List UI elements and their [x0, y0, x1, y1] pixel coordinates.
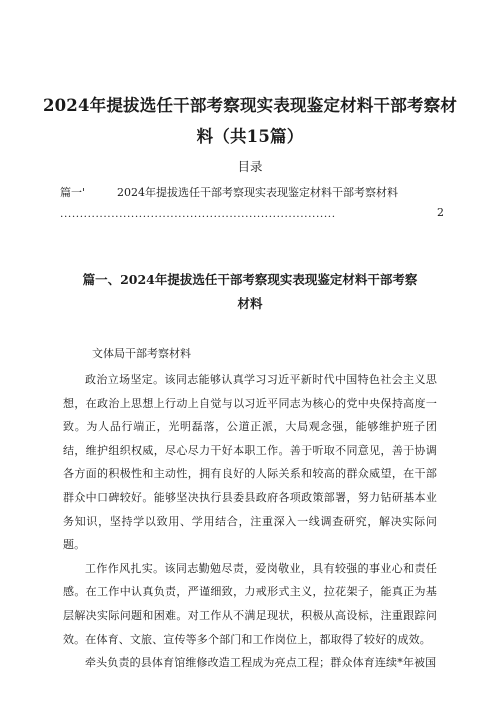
toc-heading: 目录 — [237, 159, 263, 174]
paragraph: 牵头负责的县体育馆维修改造工程成为亮点工程；群众体育连续*年被国 — [85, 656, 437, 670]
section-body — [63, 368, 437, 675]
toc-entry[interactable] — [60, 184, 398, 200]
document-title: 2024年提拔选任干部考察现实表现鉴定材料干部考察材料（共15篇） — [42, 96, 458, 146]
toc-entry-label: 篇一' — [60, 186, 86, 199]
section-heading: 篇一、2024年提拔选任干部考察现实表现鉴定材料干部考察材料 — [82, 272, 418, 311]
toc-page-number: 2 — [437, 206, 444, 219]
paragraph: 政治立场坚定。该同志能够认真学习习近平新时代中国特色社会主义思想，在政治上思想上行动上自觉与以习近平同志为核心的党中央保持高度一致。为人品行端正，光明磊落，公道正派，大局观念强，能够维护班子团结，维护组织权威，尽心尽力干好本职工作。善于听取不同意见，善于协调各方面的积极性和主动性，拥有良好的人际关系和较高的群众威望，在干部群众中口碑较好。能够坚决执行县委县政府各项政策部署，努力钻研基本业务知识，坚持学以致用、学用结合，注重深入一线调查研究，解决实际问题。 — [63, 373, 437, 552]
paragraph: 工作作风扎实。该同志勤勉尽责，爱岗敬业，具有较强的事业心和责任感。在工作中认真负责，严谨细致，力戒形式主义，拉花架子，能真正为基层解决实际问题和困难。对工作从不满足现状，积极从高设标，注重跟踪问效。在体育、文旅、宣传等多个部门和工作岗位上，都取得了较好的成效。 — [63, 561, 437, 646]
toc-entry-title: 2024年提拔选任干部考察现实表现鉴定材料干部考察材料 — [117, 186, 398, 199]
toc-leader-dots: ...................................................................... — [60, 208, 336, 220]
section-subtitle: 文体局干部考察材料 — [92, 347, 191, 360]
